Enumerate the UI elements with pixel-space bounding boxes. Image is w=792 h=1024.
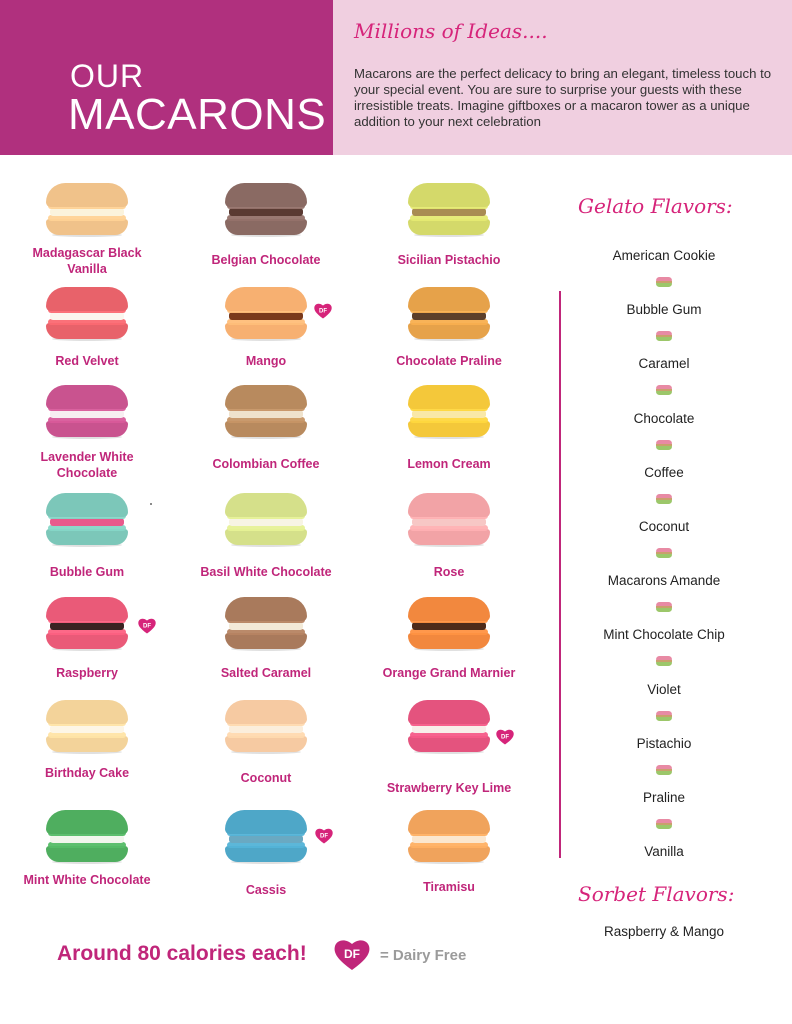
macaron-name: Lavender White Chocolate <box>40 450 134 480</box>
svg-text:DF: DF <box>319 308 327 315</box>
title-our: OUR <box>70 58 145 94</box>
macaron-image <box>225 183 307 237</box>
gelato-flavor: Chocolate <box>633 411 695 426</box>
mini-macaron-icon <box>656 385 672 395</box>
svg-text:DF: DF <box>143 623 151 630</box>
macaron-image <box>46 385 128 439</box>
macaron-name: Chocolate Praline <box>396 354 502 368</box>
macaron-image <box>46 183 128 237</box>
macaron-name: Cassis <box>245 883 287 897</box>
macaron-image <box>46 810 128 864</box>
gelato-flavor: American Cookie <box>612 248 716 263</box>
intro-text: Macarons are the perfect delicacy to bring an elegant, timeless touch to your special event. You are sure to surprise your guests with these irresistible treats. Imagine giftboxes or a macaron tower as a unique addition to your next celebration <box>354 66 772 129</box>
calories-note: Around 80 calories each! <box>57 942 307 965</box>
gelato-flavor: Coffee <box>644 465 684 480</box>
gelato-flavor: Vanilla <box>644 844 684 859</box>
macaron-image <box>408 493 490 547</box>
macaron-name: Strawberry Key Lime <box>386 781 512 795</box>
macaron-image <box>408 183 490 237</box>
dairy-free-badge-icon <box>313 302 333 320</box>
gelato-divider <box>559 291 561 858</box>
mini-macaron-icon <box>656 440 672 450</box>
macaron-image <box>408 385 490 439</box>
macaron-image <box>225 493 307 547</box>
svg-text:DF: DF <box>501 734 509 741</box>
macaron-name: Lemon Cream <box>407 457 491 471</box>
dairy-free-badge-icon <box>495 728 515 746</box>
macaron-image <box>225 385 307 439</box>
macaron-name: Madagascar Black Vanilla <box>32 246 142 276</box>
macaron-name: Colombian Coffee <box>212 457 320 471</box>
header-title-panel <box>0 0 333 155</box>
df-legend-text: = Dairy Free <box>380 947 467 964</box>
macaron-name: Raspberry <box>56 666 118 680</box>
gelato-flavor: Violet <box>647 682 681 697</box>
mini-macaron-icon <box>656 602 672 612</box>
macaron-name: Coconut <box>240 771 292 785</box>
mini-macaron-icon <box>656 765 672 775</box>
macaron-name: Basil White Chocolate <box>200 565 332 579</box>
df-legend-label: DF <box>344 947 360 961</box>
macaron-name: Sicilian Pistachio <box>397 253 501 267</box>
mini-macaron-icon <box>656 277 672 287</box>
gelato-flavor: Pistachio <box>636 736 692 751</box>
macaron-image <box>225 700 307 754</box>
svg-text:DF: DF <box>320 833 328 840</box>
macaron-image <box>408 287 490 341</box>
dairy-free-badge-icon <box>137 617 157 635</box>
mini-macaron-icon <box>656 331 672 341</box>
mini-macaron-icon <box>656 711 672 721</box>
macaron-image <box>225 287 307 341</box>
macaron-image <box>225 810 307 864</box>
macaron-image <box>46 493 128 547</box>
macaron-image <box>408 700 490 754</box>
gelato-flavor: Mint Chocolate Chip <box>603 627 725 642</box>
macaron-name: Belgian Chocolate <box>211 253 321 267</box>
macaron-name: Salted Caramel <box>220 666 312 680</box>
macaron-image <box>46 287 128 341</box>
macaron-name: Red Velvet <box>55 354 119 368</box>
gelato-flavor: Bubble Gum <box>626 302 702 317</box>
gelato-flavor: Macarons Amande <box>607 573 721 588</box>
macaron-name: Tiramisu <box>423 880 475 894</box>
macaron-name: Orange Grand Marnier <box>382 666 516 680</box>
title-macarons: MACARONS <box>68 90 327 139</box>
gelato-flavor: Praline <box>642 790 686 805</box>
stray-dot <box>150 503 152 505</box>
macaron-name: Mango <box>245 354 287 368</box>
macaron-image <box>46 700 128 754</box>
macaron-image <box>225 597 307 651</box>
macaron-name: Birthday Cake <box>44 766 130 780</box>
macaron-image <box>408 810 490 864</box>
df-legend-icon <box>332 938 372 972</box>
mini-macaron-icon <box>656 656 672 666</box>
macaron-name: Bubble Gum <box>49 565 125 579</box>
macaron-name: Mint White Chocolate <box>23 873 151 887</box>
gelato-title: Gelato Flavors: <box>578 194 733 218</box>
ideas-title: Millions of Ideas.... <box>354 19 548 43</box>
gelato-flavor: Caramel <box>638 356 690 371</box>
macaron-image <box>46 597 128 651</box>
macaron-image <box>408 597 490 651</box>
mini-macaron-icon <box>656 548 672 558</box>
sorbet-title: Sorbet Flavors: <box>578 882 735 906</box>
mini-macaron-icon <box>656 819 672 829</box>
dairy-free-badge-icon <box>314 827 334 845</box>
macaron-name: Rose <box>433 565 465 579</box>
mini-macaron-icon <box>656 494 672 504</box>
gelato-flavor: Coconut <box>638 519 690 534</box>
sorbet-flavor: Raspberry & Mango <box>603 924 725 939</box>
